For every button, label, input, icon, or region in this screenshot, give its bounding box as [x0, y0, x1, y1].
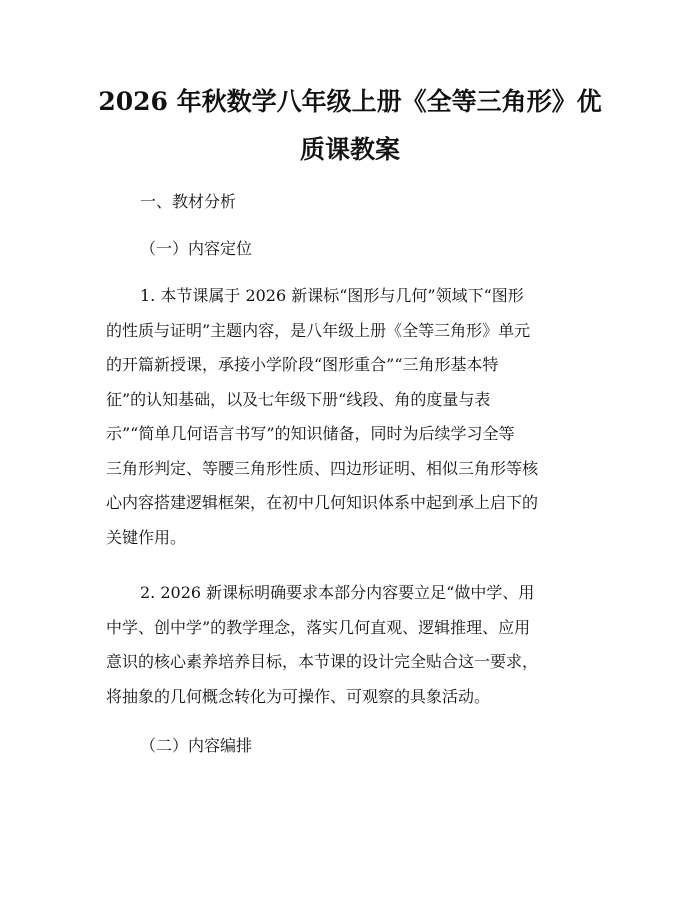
section-heading-textbook-analysis: 一、教材分析	[140, 192, 237, 211]
paragraph-2-line: 2. 2026 新课标明确要求本部分内容要立足“做中学、用	[140, 583, 535, 602]
paragraph-1-line: 示”“简单几何语言书写”的知识储备，同时为后续学习全等	[106, 424, 515, 443]
paragraph-2-line: 将抽象的几何概念转化为可操作、可观察的具象活动。	[106, 686, 491, 706]
paragraph-2-line: 意识的核心素养培养目标，本节课的设计完全贴合这一要求，	[106, 652, 539, 671]
document-title-line-2: 质课教案	[299, 135, 400, 164]
document-title-line-1: 2026 年秋数学八年级上册《全等三角形》优	[98, 87, 602, 116]
paragraph-1-line: 1. 本节课属于 2026 新课标“图形与几何”领域下“图形	[140, 286, 524, 305]
paragraph-1-line: 三角形判定、等腰三角形性质、四边形证明、相似三角形等核	[106, 458, 539, 478]
paragraph-1	[106, 285, 606, 561]
subsection-heading-content-arrangement: （二）内容编排	[140, 736, 253, 755]
paragraph-1-line: 关键作用。	[106, 527, 187, 547]
paragraph-1-line: 的开篇新授课，承接小学阶段“图形重合”“三角形基本特	[106, 355, 499, 374]
paragraph-2	[106, 582, 606, 720]
subsection-heading-content-positioning: （一）内容定位	[140, 239, 253, 258]
paragraph-2-line: 中学、创中学”的教学理念，落实几何直观、逻辑推理、应用	[106, 617, 531, 637]
paragraph-1-line: 的性质与证明”主题内容，是八年级上册《全等三角形》单元	[106, 320, 531, 340]
paragraph-1-line: 心内容搭建逻辑框架，在初中几何知识体系中起到承上启下的	[106, 493, 539, 512]
paragraph-1-line: 征”的认知基础，以及七年级下册“线段、角的度量与表	[106, 389, 491, 409]
